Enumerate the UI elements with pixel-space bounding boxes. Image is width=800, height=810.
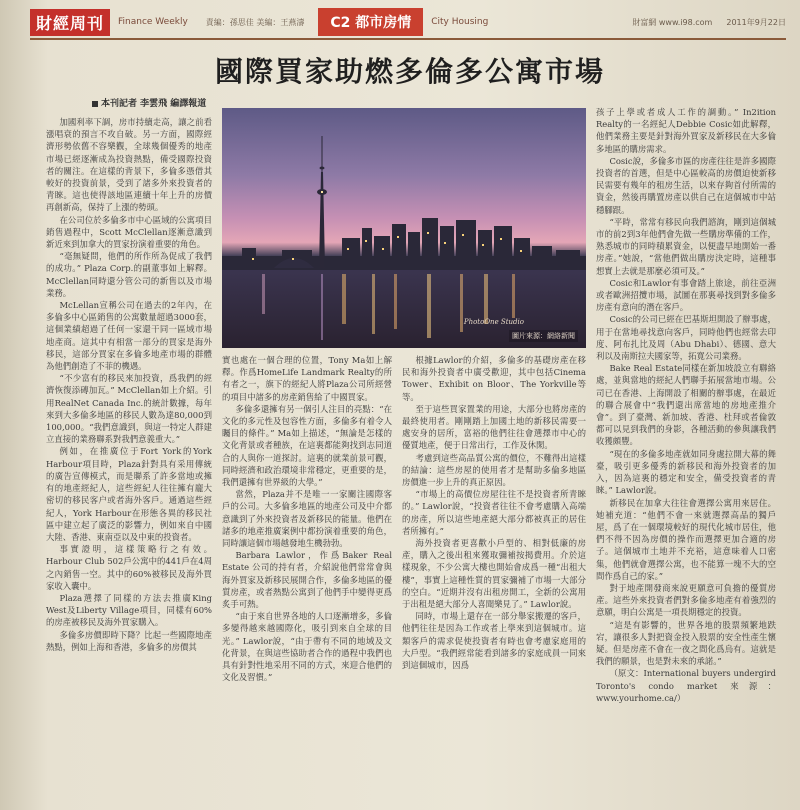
paragraph: 孩子上學或者成人工作的調動。” In2ition Realty的一名經紀人Debbie Cosic如此解釋，他們業務主要是針對海外買家及新移民在大多倫多地區的購房需求。 [596, 107, 776, 154]
section-label: C2 都市房情 [318, 8, 423, 36]
article-column-3 [402, 354, 586, 810]
article-column-2 [222, 354, 392, 810]
editors-credit: 責編：孫思佳 美編：王燕濤 [205, 17, 305, 27]
photo-caption: 圖片來源：網絡新聞 [509, 330, 578, 342]
paragraph: McLellan宣稱公司在過去的2年內，在多倫多中心區銷售的公寓數量超過3000套，這個業績超過了任何一家還干同一區域市場地產商。這其中有相當一部分的買家是海外移民，這部分買家在多倫多地產市場的群體為他們創造了不菲的機遇。 [46, 300, 212, 372]
paragraph: 同時，市場上還存在一部分舉家搬遷的客戶，他們往往是因為工作或者上學來到這個城市。這類客戶的需求促使投資者有時也會考慮家庭用的大戶型。“我們經常能看到諸多的家庭成員一同來到這個城市，因爲 [402, 611, 586, 671]
paragraph: “現在的多倫多地產就如同身處拉開大幕的舞臺，吸引更多優秀的新移民和海外投資者的加入，因為這裏的穩定和安全，備受投資者的青睞。” Lawlor說。 [596, 448, 776, 496]
photo-watermark: PhotoOne Studio [463, 318, 524, 326]
byline [92, 96, 206, 109]
paragraph: “平時，常常有移民向我們諮詢，剛到這個城市的前2到3年他們會先做一些購房準備的工作，熟悉城市的同時積累資金，以便盡早地開始一番房產。”她說，“當他們做出購房決定時，這種事想實上去就是那麼必須可及。” [596, 216, 776, 276]
paragraph: Cosic的公司已經在巴基斯坦開設了辦事處，用于在當地尋找意向客戶，同時他們也經常去印度、阿布扎比及周（Abu Dhabi）、德國、意大利以及南斯拉夫國家等，拓寬公司業務。 [596, 314, 776, 362]
paragraph: Cosic和Lawlor有事會踏上旅途，前往亞洲或者歐洲招攬市場，試圖在那裏尋找到對多倫多房產有意向的潛在客戶。 [596, 277, 776, 313]
article-column-4 [596, 106, 776, 810]
paragraph: 在公司位於多倫多市中心區域的公寓項目銷售過程中，Scott McClellan逐漸意識到新近來到加拿大的買家扮演着重要的角色。 [46, 214, 212, 250]
article-headline: 國際買家助燃多倫多公寓市場 [214, 55, 605, 88]
paragraph: Barbara Lawlor，作爲Baker Real Estate 公司的持有者，介紹說他們常常會與海外買家及新移民展開合作，多倫多地區的優質房產，或者熱點公寓到了他們手中變得更爲炙手可熱。 [222, 550, 392, 610]
paragraph: 當然，Plaza并不是唯一一家關注國際客戶的公司。大多倫多地區的地產公司及中介都意識到了外來投資者及新移民的能量。他們在諸多的地產推廣案例中都扮演着重要的角色，同時讓這個市場越發地生機勃勃。 [222, 489, 392, 549]
paragraph: 加國利率下調，房市持續走高，讓之前看漲唱衰的預言不攻自破。另一方面，國際經濟形勢依舊不容樂觀，全球幾個優秀的地產市場已經逐漸成為投資熱點，備受國際投資者的關注。在這樣的背景下，多倫多憑借其較好的投資前景，受到了諸多外來投資者的青睞。這也使得該地區連續十年上升的房價再創新高，保持了上漲的勢頭。 [46, 117, 212, 213]
issue-date: 2011年9月22日 [726, 17, 786, 27]
brand-logo: 財經周刊 [30, 9, 110, 36]
toronto-skyline-photo [222, 108, 586, 348]
paragraph: Plaza選擇了同樣的方法去推廣King West及Liberty Village項目，同樣有60%的房產被移民及海外買家購入。 [46, 592, 212, 628]
site-url[interactable]: 財富網 www.i98.com [632, 17, 713, 27]
paragraph: “市場上的高價位房屋往往不是投資者所青睞的。” Lawlor說，“投資者往往不會考慮購入高端的房產，所以這些地產絕大部分都被真正的居住者所擁有。” [402, 489, 586, 536]
section-subtitle: City Housing [431, 17, 489, 27]
skyline-illustration [222, 108, 586, 348]
paragraph: 根據Lawlor的介紹，多倫多的基礎房產在移民和海外投資者中廣受歡迎，其中包括Cinema Tower、Exhibit on Bloor、The Yorkville等等。 [402, 355, 586, 402]
paragraph: 多倫多房價即時下降？比起一些國際地產熱點，例如上海和香港，多倫多的房價其 [46, 629, 212, 652]
source-note: （原文：International buyers undergird Toronto's condo market 來源：www.yourhome.ca/） [596, 668, 776, 703]
byline-text: 本刊記者 李雲飛 編譯報道 [101, 99, 207, 109]
brand-subtitle: Finance Weekly [118, 17, 188, 27]
paragraph: Cosic說，多倫多市區的房產往往是許多國際投資者的首選，但是中心區較高的房價迫使新移民需要有幾年的租房生活，以來存夠首付所需的資金，然後再購置房產以供自己在這個城市中站穩腳跟。 [596, 155, 776, 215]
paragraph: Bake Real Estate同樣在新加坡設立有聯絡處，並與當地的經紀人們聯手拓展當地市場。公司已在香港、上海開設了相關的辦事處，在最近的聯合展會中“我們還出席當地的房地產推介會”。到了臺灣、新加坡、香港、杜拜或者倫敦都可以見到我們的身影，各種活動的參與讓我們收獲頗豐。 [596, 363, 776, 447]
page-header [30, 6, 786, 40]
paragraph: 實也處在一個合理的位置，Tony Ma如上解釋。作爲HomeLife Landmark Realty的所有者之一，旗下的經紀人將Plaza公司所經營的項目中諸多的房產銷售給了中國買家。 [222, 355, 392, 402]
article-column-1 [46, 116, 212, 810]
paragraph: 海外投資者更喜歡小戶型的、相對低廉的房產，購入之後出租來獲取彌補按揭費用。介於這樣現象，不少公寓大樓也開始會成爲一種“出租大樓”，事實上這種性質的買家彌補了市場一大部分的空白。“近期并沒有出租房開工，全新的公寓用于出租是絕大部分人喜聞樂見了。” Lawlor說。 [402, 538, 586, 610]
paragraph: “由于來自世界各地的人口逐漸增多，多倫多變得越來越國際化，吸引到來自全球的目光。” Lawlor說，“由于帶有不同的地域及文化背景，在與這些協助者合作的過程中我們也具有針對性地采用不同的方式，來迎合他們的文化及習慣。” [222, 611, 392, 683]
paragraph: 對于地產開發商來說更願意可負擔的優質房產。這些外來投資者們對多倫多地產有着強烈的意願，明白公寓是一項長期穩定的投資。 [596, 582, 776, 618]
paragraph: 例如，在推廣位于Fort York的York Harbour項目時，Plaza針對具有采用傳統的廣告宣傳模式，而是聯系了許多當地或擁有的地產經紀人，這些經紀人往往擁有龐大密切的移民客户或者海外客戶。通過這些經紀人，York Harbour在形態各異的移民社區中建立起了廣泛的影響力，例如來自中國大陸、香港、東南亞以及中東的投資者。 [46, 446, 212, 542]
paragraph: 事實證明，這樣策略行之有效。Harbour Club 502戶公寓中的441戶在4周之內銷售一空。其中的60%被移民及海外買家收入囊中。 [46, 544, 212, 591]
paragraph: 至于這些買家置業的用途，大部分也將房產的最終使用者。剛剛踏上加國土地的新移民需要一處安身的居所，富裕的他們往往會選擇市中心的優質地產，便于日常出行，工作及休閑。 [402, 403, 586, 451]
paragraph: 考慮到這些高品質公寓的價位，不難得出這樣的結論：這些房屋的使用者才是幫助多倫多地區房價進一步上升的真正原因。 [402, 452, 586, 488]
paragraph: “毫無疑問，他們的所作所為促成了我們的成功。” Plaza Corp.的副董事如上解釋。McClellan同時還分管公司的新售以及市場業務。 [46, 251, 212, 298]
byline-square-icon [92, 101, 98, 107]
paragraph: “這是有影響的，世界各地的股票頻繁地跌宕，讓很多人對把資金投入股票的安全性產生懷疑。但是房產不會在一夜之間化爲烏有。這就是我們的願景，也是對未來的承諾。” [596, 619, 776, 667]
paragraph: “不少富有的移民來加投資，爲我們的經濟恢復添磚加瓦。” McClellan如上介紹。引用RealNet Canada Inc.的統計數據，每年來到大多倫多地區的移民人數為達80,000到100,000。“我們意識到，與這一特定人群建立直接的業務聯系對我們意義重大。” [46, 373, 212, 445]
paragraph: 多倫多還擁有另一個引人注目的亮點：“在文化的多元性及包容性方面，多倫多有着令人矚目的條件。” Ma如上描述，“無論是怎樣的文化背景或者種族，在這裏都能夠找到志同道合的人與你一道探討。這裏的就業前景可觀，同時經濟和政治環境非常穩定，更重要的是，我們還擁有世界級的大學。” [222, 403, 392, 488]
paragraph: 新移民在加拿大往往會選擇公寓用來居住。她補充道：“他們不會一來就選擇高品的獨戶屋，爲了在一個環境較好的現代化城市居住，他們不得不因為房價的操作而選擇更加合適的房子。這個城市土地并不充裕，這意味着人口密集，他們就會選擇公寓，也不能算一塊不大的空間作爲自己的家。” [596, 497, 776, 581]
